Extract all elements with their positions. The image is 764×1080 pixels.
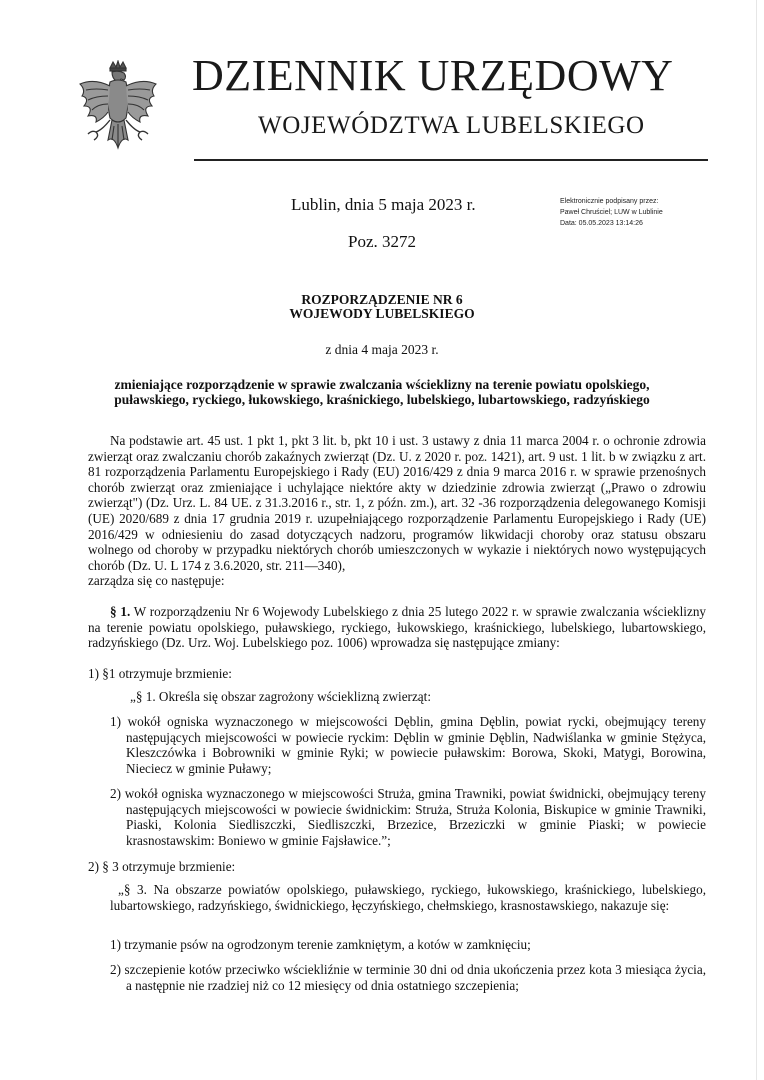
scan-edge-line xyxy=(756,0,757,1080)
coat-of-arms-eagle-icon xyxy=(72,60,164,168)
position-number: Poz. 3272 xyxy=(348,232,416,251)
section-1-text: W rozporządzeniu Nr 6 Wojewody Lubelskiego z dnia 25 lutego 2022 r. w sprawie zwalczania wścieklizny na terenie powiatu opolskiego, puławskiego, ryckiego, łukowskiego, kraśnickiego, lubelskiego, lubartowskiego, radzyńskiego (Dz. Urz. Woj. Lubelskiego poz. 1006) wprowadza się następujące zmiany: xyxy=(88,604,707,651)
change-2-quote: „§ 3. Na obszarze powiatów opolskiego, puławskiego, ryckiego, łukowskiego, kraśnickiego, lubelskiego, lubartowskiego, radzyńskiego, świdnickiego, łęczyńskiego, chełmskiego, krasnostawskiego, nakazuje się: xyxy=(110,882,706,913)
list-item-text: 1) wokół ogniska wyznaczonego w miejscowości Dęblin, gmina Dęblin, powiat rycki, obejmujący tereny następujących miejscowości w powiecie ryckim: Dęblin w gminie Dęblin, Nadwiślanka w gminie Stężyca, Kleszczówka i Bobrowniki w gminie Ryki; w powiecie puławskim: Borowa, Skoki, Matygi, Borowina, Nieciecz w gminie Puławy; xyxy=(110,714,706,776)
document-type: ROZPORZĄDZENIE NR 6 xyxy=(301,292,463,307)
change-2-item-1 xyxy=(110,937,706,953)
document-subject-line-2: puławskiego, ryckiego, łukowskiego, kraśnickiego, lubelskiego, lubartowskiego, radzyńskiego xyxy=(114,392,650,407)
change-1-item-1 xyxy=(110,714,706,776)
change-1-quote: „§ 1. Określa się obszar zagrożony wścieklizną zwierząt: xyxy=(130,689,431,704)
change-1-item-2 xyxy=(110,786,706,848)
list-item-text: 1) trzymanie psów na ogrodzonym terenie zamkniętym, a kotów w zamknięciu; xyxy=(110,937,531,952)
masthead-divider xyxy=(194,159,708,161)
electronic-signature xyxy=(560,196,663,229)
legal-basis-text: Na podstawie art. 45 ust. 1 pkt 1, pkt 3 lit. b, pkt 10 i ust. 3 ustawy z dnia 11 marca 2004 r. o ochronie zdrowia zwierząt oraz zwalczaniu chorób zakaźnych zwierząt (Dz. U. z 2020 r. poz. 1421), art. 9 ust. 1 lit. b w związku z art. 81 rozporządzenia Parlamentu Europejskiego i Rady (EU) 2016/429 z dnia 9 marca 2016 r. w sprawie przenośnych chorób zwierząt oraz zmieniające i uchylające niektóre akty w dziedzinie zdrowia zwierząt („Prawo o zdrowiu zwierząt") (Dz. Urz. L. 84 UE. z 31.3.2016 r., str. 1, z późn. zm.), art. 32 -36 rozporządzenia delegowanego Komisji (UE) 2020/689 z dnia 17 grudnia 2019 r. uzupełniającego rozporządzenie Parlamentu Europejskiego i Rady (UE) 2016/429 w odniesieniu do zasad dotyczących nadzoru, programów likwidacji choroby oraz statusu obszaru wolnego od choroby w przypadku niektórych chorób umieszczonych w wykazie i niektórych nowo występujących chorób (Dz. U. L 174 z 3.6.2020, str. 211—340), xyxy=(88,433,706,573)
section-1 xyxy=(88,604,706,651)
list-item-text: 2) szczepienie kotów przeciwko wściekliźnie w terminie 30 dni od dnia ukończenia przez kota 3 miesiąca życia, a następnie nie rzadziej niż co 12 miesięcy od dnia ostatniego szczepienia; xyxy=(110,962,706,993)
document-subject-line-1: zmieniające rozporządzenie w sprawie zwalczania wścieklizny na terenie powiatu opolskiego, xyxy=(114,377,650,392)
change-1-heading: 1) §1 otrzymuje brzmienie: xyxy=(88,666,232,681)
legal-basis-closing: zarządza się co następuje: xyxy=(88,573,225,589)
legal-basis xyxy=(88,433,706,589)
document-date: z dnia 4 maja 2023 r. xyxy=(325,342,439,357)
list-item-text: 2) wokół ogniska wyznaczonego w miejscowości Struża, gmina Trawniki, powiat świdnicki, obejmujący tereny następujących miejscowości w powiecie świdnickim: Struża, Struża Kolonia, Biskupice w gminie Trawniki, Piaski, Kolonia Siedliszczki, Siedliszczki, Brzezice, Brzeziczki w gminie Piaski; w powiecie krasnostawskim: Boniewo w gminie Fajsławice.”; xyxy=(110,786,706,848)
signature-signer: Paweł Chruściel; LUW w Lublinie xyxy=(560,209,663,216)
change-2-item-2 xyxy=(110,962,706,993)
section-1-label: § 1. xyxy=(110,604,131,619)
change-2-heading: 2) § 3 otrzymuje brzmienie: xyxy=(88,859,236,874)
signature-line: Elektronicznie podpisany przez: xyxy=(560,198,659,205)
signature-date: Data: 05.05.2023 13:14:26 xyxy=(560,220,643,227)
document-issuer: WOJEWODY LUBELSKIEGO xyxy=(289,306,475,321)
masthead-title: DZIENNIK URZĘDOWY xyxy=(192,51,674,100)
masthead-subtitle: WOJEWÓDZTWA LUBELSKIEGO xyxy=(258,112,645,139)
issue-place-date: Lublin, dnia 5 maja 2023 r. xyxy=(291,195,476,214)
